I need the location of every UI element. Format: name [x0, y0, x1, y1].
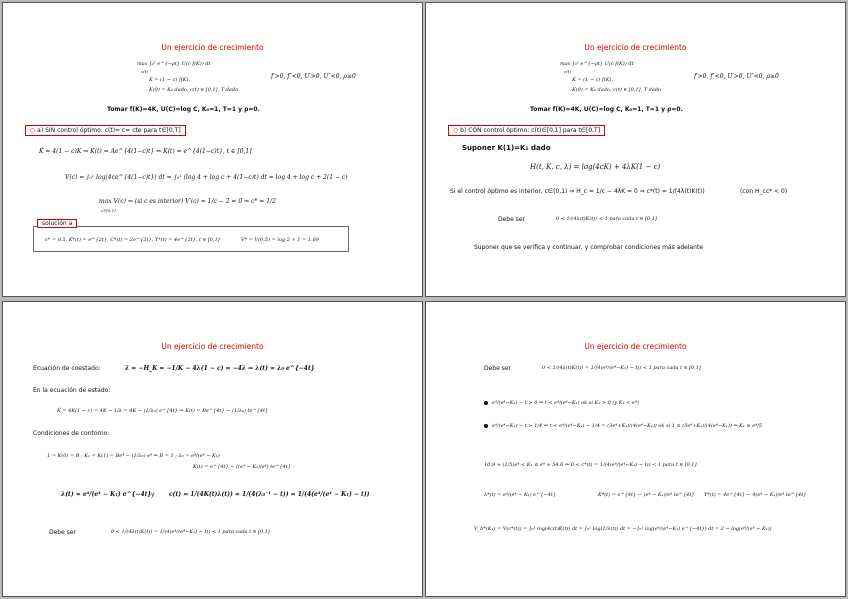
- case-b-box: ○ b) CON control óptimo: c(t)∈[0,1] para t∈[0,T]: [448, 125, 605, 136]
- costate-eq: λ̇ = −H_K = −1/K − 4λ(1 − c) = −4λ ⇒ λ(t) = λ₀ e^{−4t}: [125, 365, 315, 372]
- hamiltonian: H(t, K, c, λ) = log(4cK) + 4λK(1 − c): [530, 163, 661, 171]
- eq-value: V(c) = ∫₀¹ log(4ce^{4(1−c)t}) dt = ∫₀¹ (log 4 + log c + 4(1−c)t) dt = log 4 + log c + 2(1 − c): [65, 174, 348, 181]
- solution-value: V* = V(0.5) = log 2 + 1 = 1.69: [241, 237, 319, 243]
- constraint-1: K̇ = (1 − c) f(K),: [149, 77, 191, 83]
- and: y: [151, 491, 155, 498]
- case-a-box: ○ a) SIN control óptimo: c(t)= c= cte para t∈[0,T]: [25, 125, 186, 136]
- bullet-dot: [484, 401, 488, 405]
- suppose-k1: Suponer K(1)=K₁ dado: [462, 144, 551, 152]
- debe-ser-eq: 0 < 1/(4λ(t)K(t)) < 1 para cada t ∈ [0,1]: [556, 216, 657, 222]
- state-eq: K̇ = 4K(1 − c) = 4K − 1/λ = 4K − (1/λ₀) e^{4t} ⇒ K(t) = Be^{4t} − (1/λ₀) te^{4t}: [57, 408, 269, 414]
- objective: max ∫₀ᵀ e^{−ρt} U(c f(K)) dt: [560, 61, 634, 67]
- conditions: f′>0, f″<0, U′>0, U″<0, ρ≥0: [694, 73, 779, 80]
- eq-max-sub: c∈[0,1]: [101, 208, 116, 213]
- constraint-2: K(0) = K₀ dado, c(t) ∈ [0,1], T dado: [149, 87, 239, 93]
- example: Tomar f(K)=4K, U(C)=log C, K₀=1, T=1 y ρ=0.: [107, 106, 260, 113]
- objective: max ∫₀ᵀ e^{−ρt} U(c f(K)) dt: [137, 61, 211, 67]
- debe-ser: Debe ser: [484, 365, 512, 372]
- slide-4: [425, 301, 846, 597]
- debe-ser-eq: 0 < 1/(4λ(t)K(t)) = 1/(4(e⁴/(e⁴−K₁) − t)) < 1 para cada t ∈ [0,1]: [542, 365, 701, 371]
- example: Tomar f(K)=4K, U(C)=log C, K₀=1, T=1 y ρ=0.: [530, 106, 683, 113]
- constraint-2: K(0) = K₀ dado, c(t) ∈ [0,1], T dado: [572, 87, 662, 93]
- case-b: b) CON control óptimo: c(t)∈[0,1] para t∈[0,T]: [460, 127, 601, 134]
- case-a: a) SIN control óptimo: c(t)= c= cte para t∈[0,T]: [37, 127, 181, 134]
- bullet-1-text: e⁴/(e⁴−K₁) − t > 0 ⇒ t < e⁴/(e⁴−K₁) ok si K₁ > 0 (y K₁ < e⁴): [492, 400, 639, 406]
- contour-label: Condiciones de contorno:: [33, 430, 110, 437]
- debe-ser: Debe ser: [498, 216, 526, 223]
- interior-condition: Si el control óptimo es interior, c∈(0,1) ⇒ H_c = 1/c − 4λK = 0 ⇒ c*(t) = 1/(4λ(t)K(t)): [450, 188, 705, 195]
- y-star: Y*(t) = 4e^{4t} − 4(e⁴ − K₁)/e⁴ te^{4t}: [704, 492, 807, 498]
- bullet-2-text: e⁴/(e⁴−K₁) − t > 1/4 ⇒ t < e⁴/(e⁴−K₁) − 1/4 = (3e⁴+K₁)/(4(e⁴−K₁)) ok si 1 ≤ (3e⁴+K₁)/(4(e⁴−K₁)) ⇒ K₁ ≥ e⁴/5: [492, 423, 763, 429]
- slide-1: [2, 2, 423, 297]
- eq-state: K̇ = 4(1 − c)K ⇒ K(t) = Ae^{4(1−c)t} ⇒ K(t) = e^{4(1−c)t}, t ∈ [0,1]: [39, 148, 252, 155]
- eq-max: max V(c) ⇒ (si c es interior) V′(c) = 1/c − 2 = 0 ⇒ c* = 1/2: [99, 198, 276, 205]
- lambda-star: λ*(t) = e⁴/(e⁴ − K₁) e^{−4t}: [484, 492, 557, 498]
- contour-system: 1 = K(0) = B ; K₁ = K(1) = Be⁴ − (1/λ₀) e⁴ ⇒ B = 1 ; λ₀ = e⁴/(e⁴ − K₁): [47, 453, 220, 459]
- state-label: En la ecuación de estado:: [33, 387, 111, 394]
- constraint-1: K̇ = (1 − c) f(K),: [572, 77, 614, 83]
- objective-sub: c(t): [141, 69, 148, 74]
- conditions: f′>0, f″<0, U′>0, U″<0, ρ≥0: [271, 73, 356, 80]
- objective-sub: c(t): [564, 69, 571, 74]
- slide-title: Un ejercicio de crecimiento: [584, 43, 687, 52]
- lambda-eq: λ(t) = e⁴/(e⁴ − K₁) e^{−4t}: [61, 491, 152, 498]
- second-order: (con H_cc* < 0): [740, 188, 788, 195]
- solution-label: solución a: [37, 219, 77, 228]
- slide-title: Un ejercicio de crecimiento: [584, 342, 687, 351]
- slide-2: [425, 2, 846, 297]
- c-eq: c(t) = 1/(4K(t)λ(t)) = 1/(4(λ₀⁻¹ − t)) = 1/(4(e⁴/(e⁴ − K₁) − t)): [169, 491, 370, 498]
- value-function: V_b*(K₁) = V(c*(t)) = ∫₀¹ log(4c(t)K(t)) dt = ∫₀¹ log(1/λ(t)) dt = −∫₀¹ log(e⁴/(e⁴−K₁) e^{−4t}) dt = 2 − log(e⁴/(e⁴ − K₁)): [474, 526, 772, 532]
- costate-label: Ecuación de coestado:: [33, 365, 101, 372]
- bullet-1: [484, 400, 639, 406]
- slide-title: Un ejercicio de crecimiento: [161, 43, 264, 52]
- debe-ser: Debe ser: [49, 529, 77, 536]
- bullet-dot: [484, 424, 488, 428]
- k1-range: 10.9 ≈ (1/5)e⁴ < K₁ ≤ e⁴ ≈ 54.6 ⇒ 0 < c*(t) = 1/(4(e⁴/(e⁴−K₁) − t)) < 1 para t ∈ [0,1]: [484, 462, 697, 468]
- debe-ser-eq: 0 < 1/(4λ(t)K(t)) = 1/(4(e⁴/(e⁴−K₁) − t)) < 1 para cada t ∈ [0,1]: [111, 529, 270, 535]
- contour-result: K(t) = e^{4t} − ((e⁴ − K₁)/e⁴) te^{4t}: [193, 464, 291, 470]
- k-star: K*(t) = e^{4t} − (e⁴ − K₁)/e⁴ te^{4t}: [598, 492, 695, 498]
- solution: c* = 0.5, K*(t) = e^{2t}, C*(t) = 2e^{2t}, Y*(t) = 4e^{2t}, t ∈ [0,1]: [45, 237, 220, 243]
- suppose-continue: Suponer que se verifica y continuar, y comprobar condiciones más adelante: [474, 244, 704, 251]
- slide-title: Un ejercicio de crecimiento: [161, 342, 264, 351]
- bullet-2: [484, 423, 762, 429]
- slide-3: [2, 301, 423, 597]
